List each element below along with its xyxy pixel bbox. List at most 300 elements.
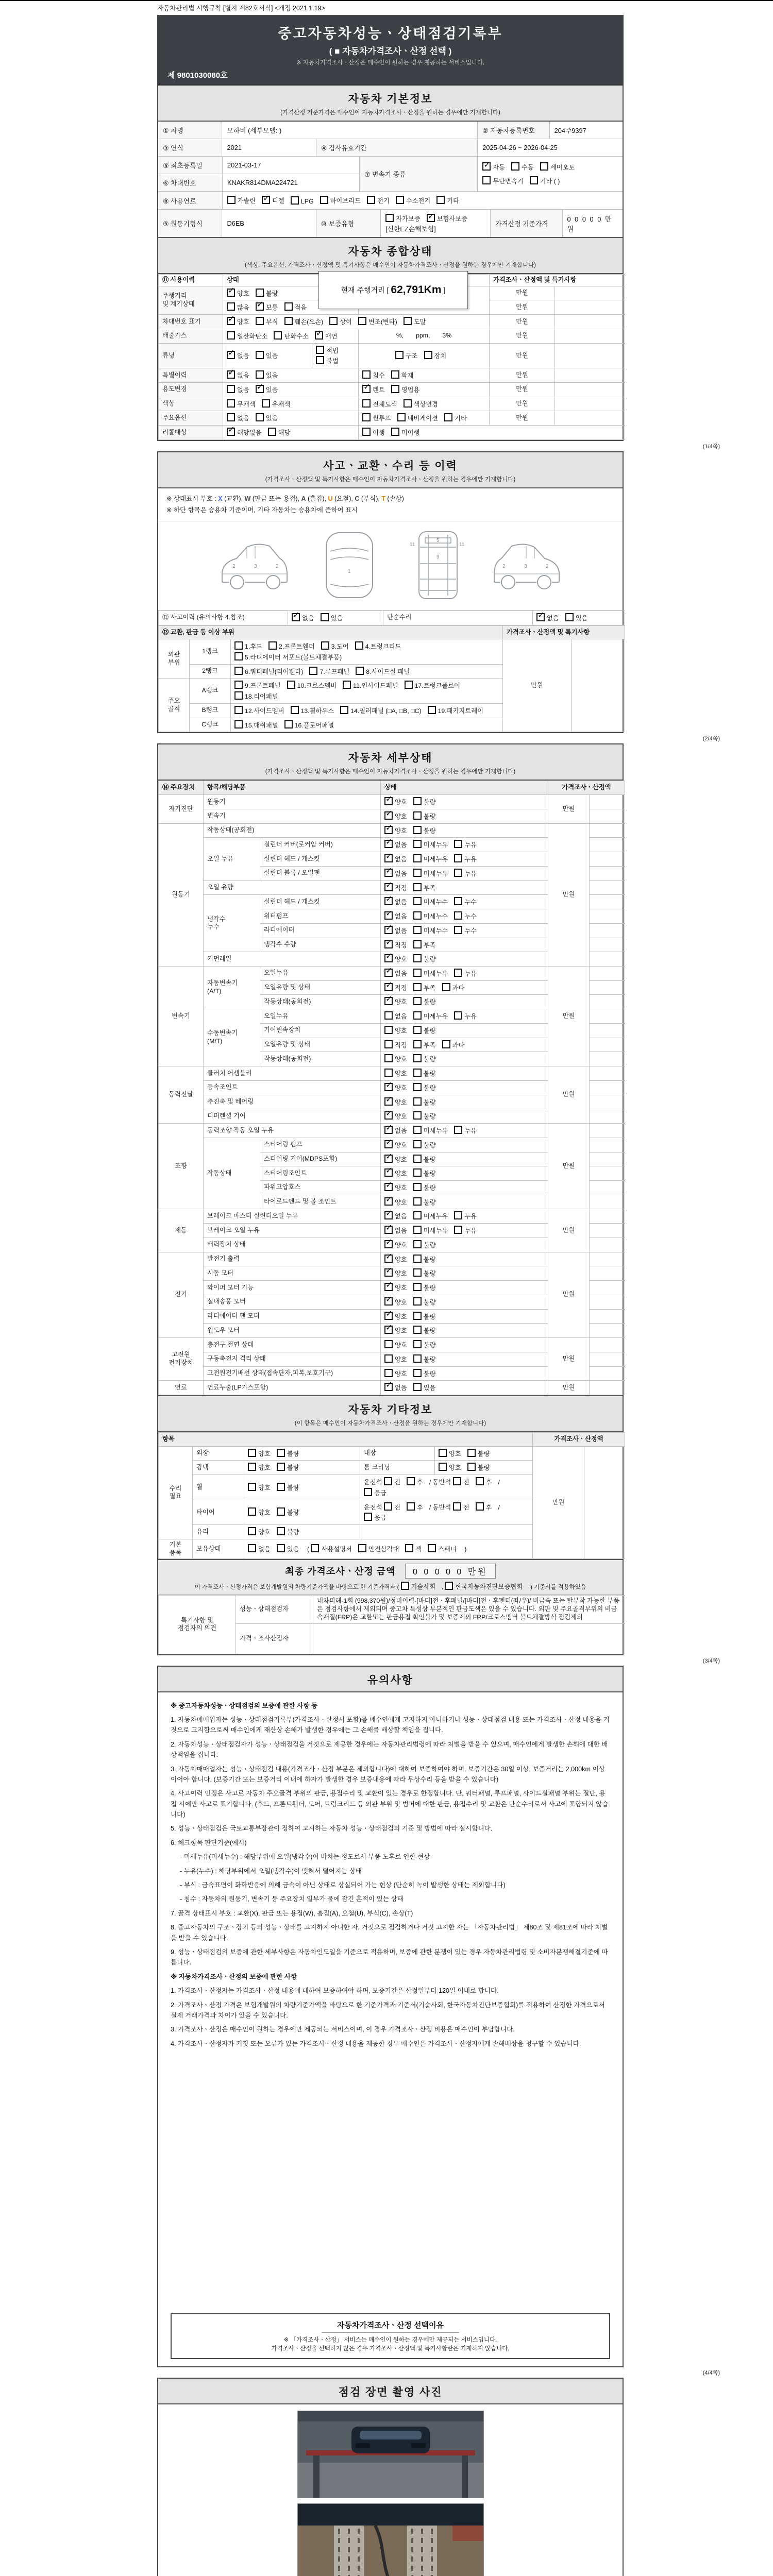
- checkbox-option: [413, 1040, 436, 1050]
- checkbox[interactable]: [384, 1354, 393, 1363]
- checkbox[interactable]: [565, 613, 574, 621]
- checkbox[interactable]: [227, 428, 235, 436]
- legend-prefix: ※ 상태표시 부호 :: [166, 495, 219, 502]
- checkbox-label: 4.트렁크리드: [365, 643, 401, 651]
- checkbox[interactable]: [413, 1155, 422, 1163]
- panel-rank-table: [158, 625, 623, 733]
- checkbox[interactable]: [284, 317, 293, 325]
- checkbox[interactable]: [454, 1126, 462, 1134]
- checkbox-label: 양호: [395, 1198, 407, 1206]
- checkbox-option: [256, 302, 278, 312]
- checkbox[interactable]: [268, 641, 277, 650]
- checkbox[interactable]: [413, 1126, 422, 1134]
- checkbox[interactable]: [439, 1449, 447, 1457]
- checkbox[interactable]: [248, 1483, 256, 1491]
- checkbox[interactable]: [530, 176, 538, 184]
- checkbox[interactable]: [256, 413, 264, 421]
- checkbox[interactable]: [340, 706, 348, 714]
- checkbox[interactable]: [395, 351, 404, 359]
- checkbox[interactable]: [384, 840, 393, 848]
- checkbox-option: [234, 667, 303, 676]
- checkbox[interactable]: [413, 797, 422, 805]
- checkbox-label: 네비게이션: [407, 415, 439, 422]
- checkbox[interactable]: [384, 1312, 393, 1320]
- checkbox[interactable]: [384, 1069, 393, 1077]
- checkbox[interactable]: [413, 954, 422, 962]
- checkbox[interactable]: [227, 385, 235, 393]
- label-warranty-type: ⑩ 보증유형: [316, 210, 381, 237]
- checkbox[interactable]: [256, 385, 264, 393]
- table-cell: 만원: [490, 382, 555, 397]
- checkbox[interactable]: [384, 1168, 393, 1177]
- checkbox[interactable]: [256, 302, 264, 311]
- checkbox[interactable]: [384, 1477, 392, 1485]
- checkbox[interactable]: [234, 681, 243, 689]
- checkbox-label: 있음: [575, 614, 588, 622]
- checkbox[interactable]: [287, 681, 295, 689]
- checkbox[interactable]: [277, 1463, 285, 1471]
- checkbox-label: 미세누유: [423, 1213, 448, 1221]
- checkbox-label: 불량: [423, 1170, 436, 1178]
- notes-lines: [171, 1701, 610, 2053]
- checkbox[interactable]: [384, 1183, 393, 1191]
- checkbox-option: [384, 869, 407, 878]
- checkbox-cell: [223, 411, 359, 426]
- checkbox[interactable]: [234, 641, 243, 650]
- checkbox[interactable]: [384, 1155, 393, 1163]
- svg-text:2: 2: [232, 563, 236, 569]
- checkbox[interactable]: [413, 1312, 422, 1320]
- grid-table: [158, 611, 625, 625]
- table-cell: 고전원 전기장치: [159, 1338, 204, 1381]
- checkbox-option: [413, 1126, 448, 1136]
- checkbox[interactable]: [384, 1297, 393, 1306]
- checkbox[interactable]: [384, 1226, 393, 1234]
- checkbox[interactable]: [413, 1083, 422, 1091]
- checkbox[interactable]: [413, 1140, 422, 1148]
- checkbox[interactable]: [227, 196, 236, 204]
- table-cell: 가격조사ㆍ산정액: [533, 1433, 625, 1447]
- checkbox[interactable]: [384, 1268, 393, 1277]
- checkbox[interactable]: [453, 1502, 461, 1511]
- checkbox[interactable]: [413, 1354, 422, 1363]
- checkbox[interactable]: [384, 954, 393, 962]
- checkbox[interactable]: [358, 1544, 366, 1552]
- checkbox-cell: [381, 1195, 548, 1209]
- checkbox-label: 보험사보증: [436, 215, 468, 223]
- table-cell: 제동: [159, 1209, 204, 1252]
- checkbox[interactable]: [454, 1226, 462, 1234]
- checkbox[interactable]: [384, 826, 393, 834]
- checkbox[interactable]: [413, 1240, 422, 1248]
- checkbox[interactable]: [427, 214, 435, 222]
- checkbox[interactable]: [284, 720, 293, 728]
- table-cell: 브레이크 마스터 실린더오일 누유: [204, 1209, 381, 1224]
- checkbox[interactable]: [262, 196, 270, 204]
- checkbox-option: [384, 1268, 407, 1278]
- table-cell: 자동변속기 (A/T): [204, 966, 260, 1009]
- checkbox[interactable]: [413, 897, 422, 905]
- checkbox[interactable]: [413, 854, 422, 862]
- checkbox-option: [384, 1083, 407, 1093]
- checkbox[interactable]: [234, 720, 243, 728]
- car-diagram-left-side: [215, 527, 293, 604]
- checkbox[interactable]: [362, 399, 371, 408]
- checkbox[interactable]: [405, 1544, 413, 1552]
- checkbox[interactable]: [384, 1240, 393, 1248]
- table-cell: 가격조사ㆍ산정액 및 특기사항: [503, 625, 625, 639]
- checkbox[interactable]: [384, 1011, 393, 1020]
- checkbox[interactable]: [256, 317, 264, 325]
- checkbox[interactable]: [454, 854, 462, 862]
- checkbox-label: 불량: [423, 1298, 436, 1306]
- checkbox-option: [405, 1544, 422, 1554]
- checkbox[interactable]: [315, 331, 323, 340]
- checkbox[interactable]: [248, 1527, 256, 1535]
- checkbox[interactable]: [277, 1544, 285, 1552]
- checkbox[interactable]: [413, 1040, 422, 1048]
- checkbox-label: 많음: [237, 304, 249, 312]
- section-accident-header: [158, 452, 623, 488]
- checkbox[interactable]: [384, 983, 393, 991]
- checkbox[interactable]: [268, 428, 276, 436]
- checkbox[interactable]: [234, 667, 243, 675]
- checkbox[interactable]: [467, 1463, 476, 1471]
- other-info-table: [158, 1432, 623, 1559]
- checkbox[interactable]: [321, 613, 329, 621]
- checkbox[interactable]: [248, 1507, 256, 1516]
- checkbox-option: [405, 681, 460, 690]
- table-cell: 스티어링 기어(MDPS포함): [260, 1152, 381, 1166]
- checkbox[interactable]: [384, 997, 393, 1005]
- checkbox[interactable]: [316, 356, 324, 364]
- checkbox[interactable]: [439, 1463, 447, 1471]
- checkbox[interactable]: [413, 883, 422, 891]
- value-engine-type: D6EB: [222, 210, 316, 237]
- checkbox[interactable]: [540, 162, 548, 171]
- checkbox[interactable]: [358, 317, 366, 325]
- checkbox-option: [384, 1240, 407, 1250]
- checkbox-option: [227, 331, 267, 341]
- checkbox[interactable]: [234, 652, 243, 660]
- checkbox-label: 스패너: [438, 1546, 457, 1553]
- checkbox-label: 양호: [395, 998, 407, 1006]
- table-cell: 실린더 커버(로커암 커버): [260, 838, 381, 852]
- checkbox[interactable]: [413, 1211, 422, 1219]
- checkbox[interactable]: [384, 1369, 393, 1377]
- table-cell: %, ppm, 3%: [359, 329, 490, 343]
- checkbox[interactable]: [384, 969, 393, 977]
- checkbox[interactable]: [413, 1069, 422, 1077]
- checkbox[interactable]: [384, 1040, 393, 1048]
- checkbox[interactable]: [362, 385, 371, 393]
- checkbox[interactable]: [384, 811, 393, 820]
- checkbox[interactable]: [309, 667, 317, 675]
- checkbox[interactable]: [227, 370, 235, 379]
- checkbox[interactable]: [413, 926, 422, 934]
- checkbox[interactable]: [454, 1211, 462, 1219]
- checkbox[interactable]: [385, 214, 394, 222]
- checkbox-label: 누수: [464, 899, 477, 906]
- checkbox[interactable]: [329, 317, 338, 325]
- checkbox[interactable]: [413, 1268, 422, 1277]
- checkbox[interactable]: [362, 370, 371, 379]
- checkbox[interactable]: [384, 1083, 393, 1091]
- checkbox[interactable]: [413, 983, 422, 991]
- checkbox-option: [454, 926, 477, 936]
- checkbox[interactable]: [384, 1383, 393, 1391]
- checkbox[interactable]: [367, 196, 375, 204]
- checkbox[interactable]: [476, 1502, 484, 1511]
- checkbox-option: [384, 1383, 407, 1393]
- checkbox[interactable]: [384, 869, 393, 877]
- checkbox-option: [413, 1168, 436, 1178]
- section-other-header: [158, 1395, 623, 1432]
- document-title: 중고자동차성능ㆍ상태점검기록부: [278, 26, 503, 41]
- checkbox-option: [413, 1155, 436, 1164]
- checkbox[interactable]: [391, 385, 399, 393]
- checkbox[interactable]: [292, 613, 300, 621]
- checkbox-option: [384, 926, 407, 936]
- checkbox[interactable]: [413, 1326, 422, 1334]
- checkbox[interactable]: [384, 1097, 393, 1106]
- checkbox[interactable]: [413, 1283, 422, 1291]
- checkbox-label: 기타: [447, 197, 459, 205]
- checkbox-label: 1.후드: [245, 643, 263, 651]
- table-cell: 만원: [503, 639, 572, 732]
- checkbox[interactable]: [277, 1449, 285, 1457]
- checkbox-cell: [381, 1109, 548, 1124]
- checkbox[interactable]: [234, 691, 243, 700]
- checkbox[interactable]: [384, 1340, 393, 1348]
- checkbox[interactable]: [391, 370, 399, 379]
- table-cell: 만원: [490, 329, 555, 343]
- checkbox[interactable]: [454, 911, 462, 920]
- checkbox[interactable]: [384, 854, 393, 862]
- checkbox[interactable]: [404, 317, 412, 325]
- checkbox[interactable]: [277, 1483, 285, 1491]
- checkbox[interactable]: [482, 162, 491, 171]
- checkbox[interactable]: [413, 1111, 422, 1120]
- checkbox[interactable]: [227, 351, 235, 359]
- table-cell: 등속조인트: [204, 1080, 381, 1095]
- checkbox[interactable]: [442, 1040, 450, 1048]
- checkbox[interactable]: [384, 1326, 393, 1334]
- checkbox-cell: [381, 1252, 548, 1266]
- checkbox[interactable]: [454, 869, 462, 877]
- checkbox[interactable]: [262, 399, 270, 408]
- checkbox[interactable]: [277, 1527, 285, 1535]
- checkbox[interactable]: [444, 413, 452, 421]
- checkbox-label: 미세누유: [423, 856, 448, 863]
- table-cell: [590, 1124, 625, 1138]
- checkbox[interactable]: [454, 926, 462, 934]
- checkbox[interactable]: [384, 1126, 393, 1134]
- checkbox[interactable]: [384, 883, 393, 891]
- checkbox[interactable]: [384, 1283, 393, 1291]
- checkbox[interactable]: [413, 1340, 422, 1348]
- checkbox[interactable]: [227, 317, 235, 325]
- checkbox[interactable]: [428, 1544, 436, 1552]
- table-cell: 내차피해-1회 (998,370원)/정비이력-[바디]전ㆍ후패널/[바디]전ㆍ후펜더(좌/우)/ 비금속 또는 탈부착 가능한 부품은 점검사항에서 제외되며 중고차 특성상 부분적인 판금도색은 있을 수 있습니다. 외판 및 주요골격부위의 비금속재질(FRP)은 교환또는 판금용접 확인불가 및 보증제외 FRP/크로스멤버 볼트체결방식 점검제외: [313, 1596, 625, 1623]
- checkbox[interactable]: [384, 1197, 393, 1206]
- checkbox-label: 보통: [265, 304, 278, 312]
- checkbox[interactable]: [413, 840, 422, 848]
- checkbox[interactable]: [442, 983, 450, 991]
- checkbox[interactable]: [453, 1477, 461, 1485]
- text-part: 이 가격조사ㆍ산정가격은 보험개발원의 차량기준가액을 바탕으로 한 기준가격과 (: [194, 1584, 401, 1591]
- table-cell: 원동기: [204, 795, 381, 809]
- checkbox[interactable]: [291, 196, 299, 205]
- checkbox[interactable]: [227, 302, 235, 311]
- checkbox[interactable]: [234, 706, 243, 714]
- checkbox[interactable]: [384, 1111, 393, 1120]
- checkbox[interactable]: [291, 706, 299, 714]
- checkbox[interactable]: [454, 840, 462, 848]
- checkbox[interactable]: [428, 706, 436, 714]
- checkbox-option: [454, 1211, 477, 1221]
- checkbox[interactable]: [362, 413, 371, 421]
- checkbox-option: [384, 1111, 407, 1121]
- checkbox[interactable]: [413, 1226, 422, 1234]
- checkbox[interactable]: [413, 1097, 422, 1106]
- notes-line: - 누유(누수) : 해당부위에서 오일(냉각수)이 맺혀서 떨어지는 상태: [180, 1867, 362, 1875]
- checkbox[interactable]: [413, 811, 422, 820]
- checkbox[interactable]: [256, 370, 264, 379]
- checkbox-option: [384, 1026, 407, 1036]
- table-cell: 브레이크 오일 누유: [204, 1224, 381, 1238]
- checkbox-option: [309, 667, 349, 676]
- checkbox[interactable]: [413, 940, 422, 948]
- checkbox[interactable]: [413, 997, 422, 1005]
- checkbox[interactable]: [413, 1383, 422, 1391]
- checkbox-label: 불량: [423, 1270, 436, 1278]
- table-cell: [590, 1152, 625, 1166]
- checkbox[interactable]: [405, 681, 413, 689]
- checkbox[interactable]: [384, 911, 393, 920]
- checkbox[interactable]: [413, 1168, 422, 1177]
- checkbox[interactable]: [454, 969, 462, 977]
- checkbox[interactable]: [343, 681, 351, 689]
- checkbox[interactable]: [384, 940, 393, 948]
- damage-code-line: [166, 493, 614, 505]
- checkbox[interactable]: [384, 1255, 393, 1263]
- checkbox-label: 없음: [395, 870, 407, 877]
- checkbox[interactable]: [413, 1369, 422, 1377]
- checkbox[interactable]: [274, 331, 282, 340]
- table-cell: ⑪ 사용이력: [159, 275, 223, 286]
- label-model-year: ③ 연식: [158, 139, 222, 156]
- checkbox[interactable]: [396, 196, 404, 204]
- checkbox[interactable]: [227, 331, 235, 340]
- checkbox[interactable]: [384, 926, 393, 934]
- checkbox[interactable]: [356, 667, 364, 675]
- checkbox-label: 불량: [265, 290, 278, 297]
- checkbox[interactable]: [384, 1026, 393, 1034]
- checkbox[interactable]: [424, 351, 432, 359]
- checkbox[interactable]: [384, 1211, 393, 1219]
- checkbox[interactable]: [227, 413, 235, 421]
- checkbox[interactable]: [364, 1513, 372, 1521]
- checkbox[interactable]: [401, 1582, 409, 1590]
- checkbox[interactable]: [407, 1477, 415, 1485]
- checkbox[interactable]: [321, 641, 329, 650]
- checkbox-cell: [223, 382, 359, 397]
- checkbox[interactable]: [536, 613, 545, 621]
- checkbox[interactable]: [413, 1011, 422, 1020]
- checkbox[interactable]: [413, 1026, 422, 1034]
- checkbox[interactable]: [248, 1463, 256, 1471]
- checkbox[interactable]: [511, 162, 519, 171]
- checkbox[interactable]: [413, 1054, 422, 1062]
- checkbox[interactable]: [454, 897, 462, 905]
- checkbox[interactable]: [364, 1488, 372, 1496]
- checkbox[interactable]: [277, 1507, 285, 1516]
- checkbox[interactable]: [397, 413, 406, 421]
- checkbox-label: 불량: [423, 1313, 436, 1320]
- checkbox[interactable]: [384, 1054, 393, 1062]
- checkbox[interactable]: [454, 1011, 462, 1020]
- checkbox[interactable]: [391, 428, 399, 436]
- checkbox-label: 불량: [423, 998, 436, 1006]
- checkbox[interactable]: [355, 641, 363, 650]
- form-reference-note: 자동차관리법 시행규칙 [별지 제82호서식] <개정 2021.1.19>: [157, 5, 325, 12]
- checkbox[interactable]: [413, 869, 422, 877]
- checkbox[interactable]: [467, 1449, 476, 1457]
- checkbox[interactable]: [384, 1140, 393, 1148]
- checkbox-cell: [381, 866, 548, 880]
- checkbox[interactable]: [362, 428, 371, 436]
- checkbox[interactable]: [436, 196, 445, 204]
- checkbox[interactable]: [248, 1449, 256, 1457]
- checkbox[interactable]: [413, 826, 422, 834]
- checkbox[interactable]: [227, 399, 235, 408]
- checkbox-label: 양호: [237, 290, 249, 297]
- checkbox[interactable]: [248, 1544, 256, 1552]
- checkbox[interactable]: [384, 1502, 392, 1511]
- checkbox-option: [413, 983, 436, 993]
- checkbox[interactable]: [320, 196, 328, 204]
- checkbox[interactable]: [256, 351, 264, 359]
- checkbox[interactable]: [413, 969, 422, 977]
- checkbox[interactable]: [284, 302, 293, 311]
- checkbox[interactable]: [413, 911, 422, 920]
- checkbox-option: [234, 652, 342, 662]
- checkbox[interactable]: [476, 1477, 484, 1485]
- checkbox[interactable]: [413, 1297, 422, 1306]
- checkbox[interactable]: [384, 797, 393, 805]
- checkbox-option: [384, 1126, 407, 1136]
- checkbox[interactable]: [413, 1197, 422, 1206]
- checkbox[interactable]: [482, 176, 491, 184]
- checkbox[interactable]: [227, 289, 235, 297]
- checkbox[interactable]: [404, 399, 412, 408]
- checkbox-label: 응급: [374, 1489, 386, 1497]
- checkbox-label: 훼손(오손): [294, 318, 324, 326]
- checkbox-option: [442, 1040, 465, 1050]
- checkbox[interactable]: [316, 346, 324, 354]
- checkbox[interactable]: [413, 1183, 422, 1191]
- checkbox-option: [355, 641, 401, 651]
- checkbox-label: 불량: [423, 1156, 436, 1163]
- checkbox[interactable]: [311, 1544, 319, 1552]
- checkbox[interactable]: [445, 1582, 453, 1590]
- checkbox-label: 양호: [395, 1156, 407, 1163]
- checkbox[interactable]: [384, 897, 393, 905]
- checkbox[interactable]: [407, 1502, 415, 1511]
- checkbox[interactable]: [413, 1255, 422, 1263]
- checkbox[interactable]: [256, 289, 264, 297]
